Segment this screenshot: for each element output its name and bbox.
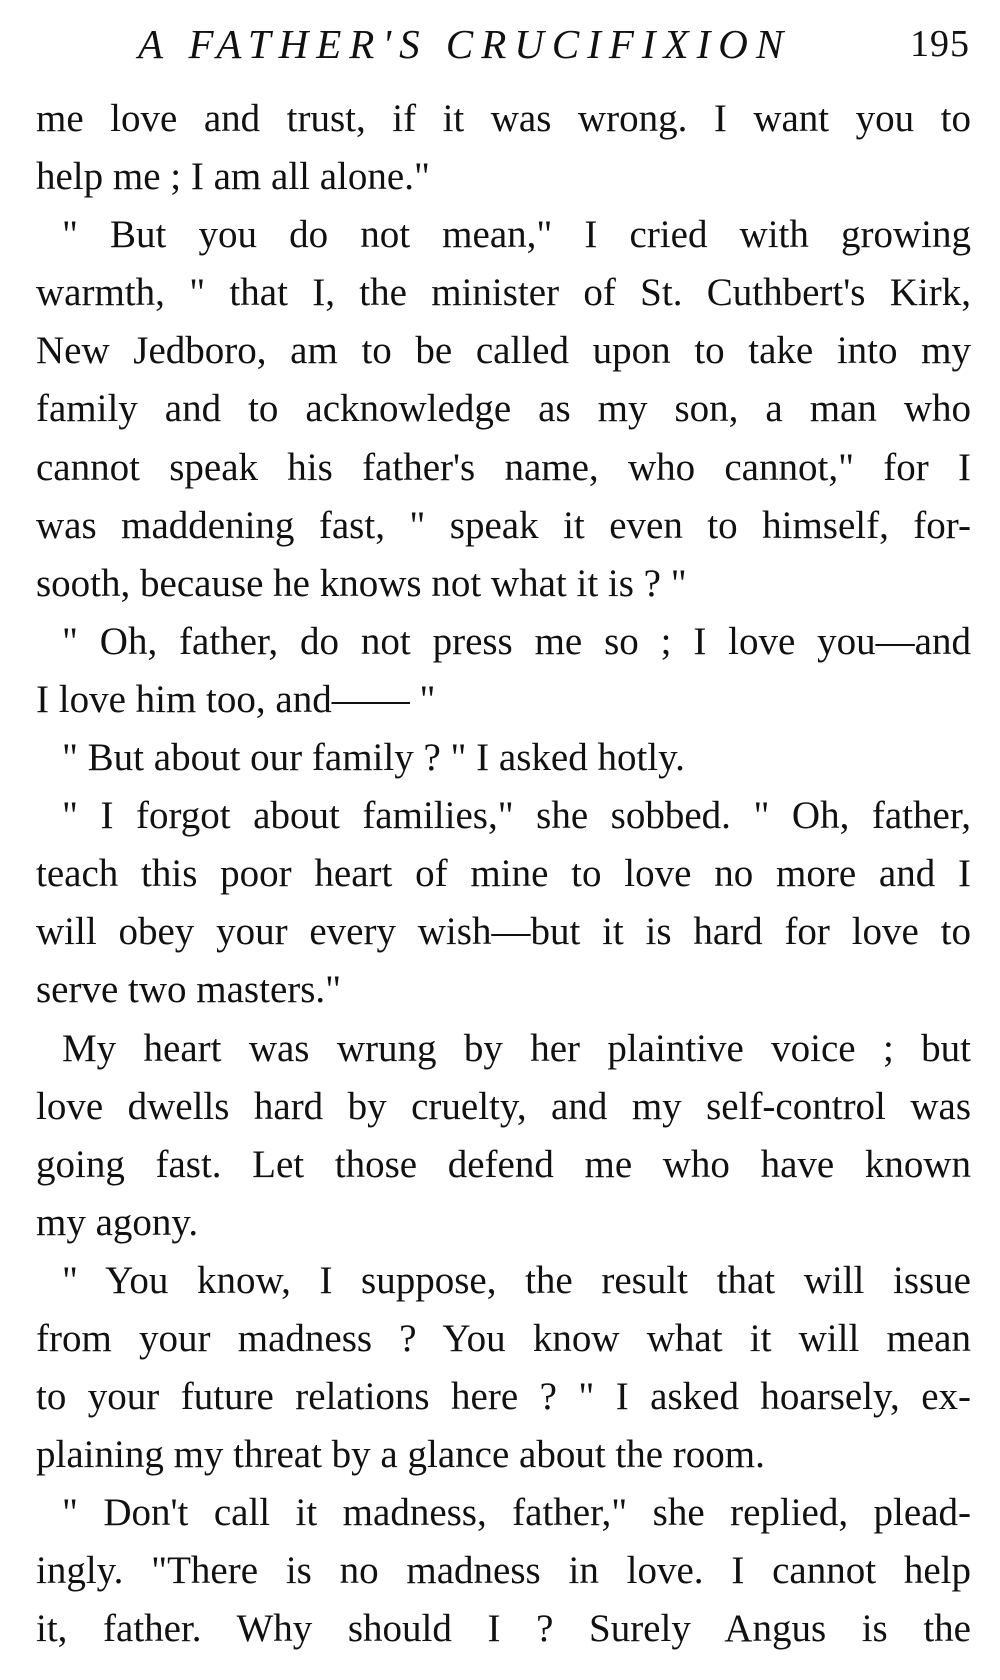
text-line: it, father. Why should I ? Surely Angus is the bbox=[36, 1607, 971, 1651]
text-line: my agony. bbox=[36, 1200, 199, 1244]
text-line: will obey your every wish—but it is hard for love to bbox=[36, 910, 971, 954]
text-line: serve two masters." bbox=[36, 968, 342, 1012]
text-line: love dwells hard by cruelty, and my self-control was bbox=[36, 1084, 971, 1128]
text-line: sooth, because he knows not what it is ? " bbox=[36, 561, 687, 605]
page-number: 195 bbox=[910, 23, 970, 65]
text-line: " But you do not mean," I cried with growing bbox=[62, 213, 971, 257]
text-line: cannot speak his father's name, who cannot," for I bbox=[36, 445, 971, 489]
text-line: plaining my threat by a glance about the room. bbox=[36, 1433, 765, 1477]
text-line: I love him too, and—— " bbox=[36, 677, 436, 721]
text-line: ingly. "There is no madness in love. I cannot help bbox=[36, 1549, 971, 1593]
text-line: " I forgot about families," she sobbed. " Oh, father, bbox=[62, 794, 971, 838]
running-head bbox=[36, 16, 970, 72]
text-line: family and to acknowledge as my son, a man who bbox=[36, 387, 971, 431]
text-line: My heart was wrung by her plaintive voice ; but bbox=[62, 1026, 971, 1070]
text-line: New Jedboro, am to be called upon to take into my bbox=[36, 329, 971, 373]
text-line: " You know, I suppose, the result that will issue bbox=[62, 1258, 971, 1302]
text-line: " Don't call it madness, father," she replied, plead- bbox=[62, 1491, 971, 1535]
text-line: to your future relations here ? " I asked hoarsely, ex- bbox=[36, 1375, 971, 1419]
text-line: going fast. Let those defend me who have known bbox=[36, 1142, 971, 1186]
body-text bbox=[36, 90, 971, 1659]
text-line: help me ; I am all alone." bbox=[36, 155, 430, 199]
text-line: warmth, " that I, the minister of St. Cuthbert's Kirk, bbox=[36, 271, 971, 315]
text-line: " But about our family ? " I asked hotly. bbox=[62, 736, 685, 780]
text-line: was maddening fast, " speak it even to himself, for- bbox=[36, 503, 971, 547]
text-line: from your madness ? You know what it will mean bbox=[36, 1316, 971, 1360]
text-line: me love and trust, if it was wrong. I want you to bbox=[36, 97, 971, 140]
text-line: " Oh, father, do not press me so ; I love you—and bbox=[62, 619, 971, 663]
text-line: teach this poor heart of mine to love no more and I bbox=[36, 852, 971, 896]
running-title: A FATHER'S CRUCIFIXION bbox=[138, 21, 792, 67]
